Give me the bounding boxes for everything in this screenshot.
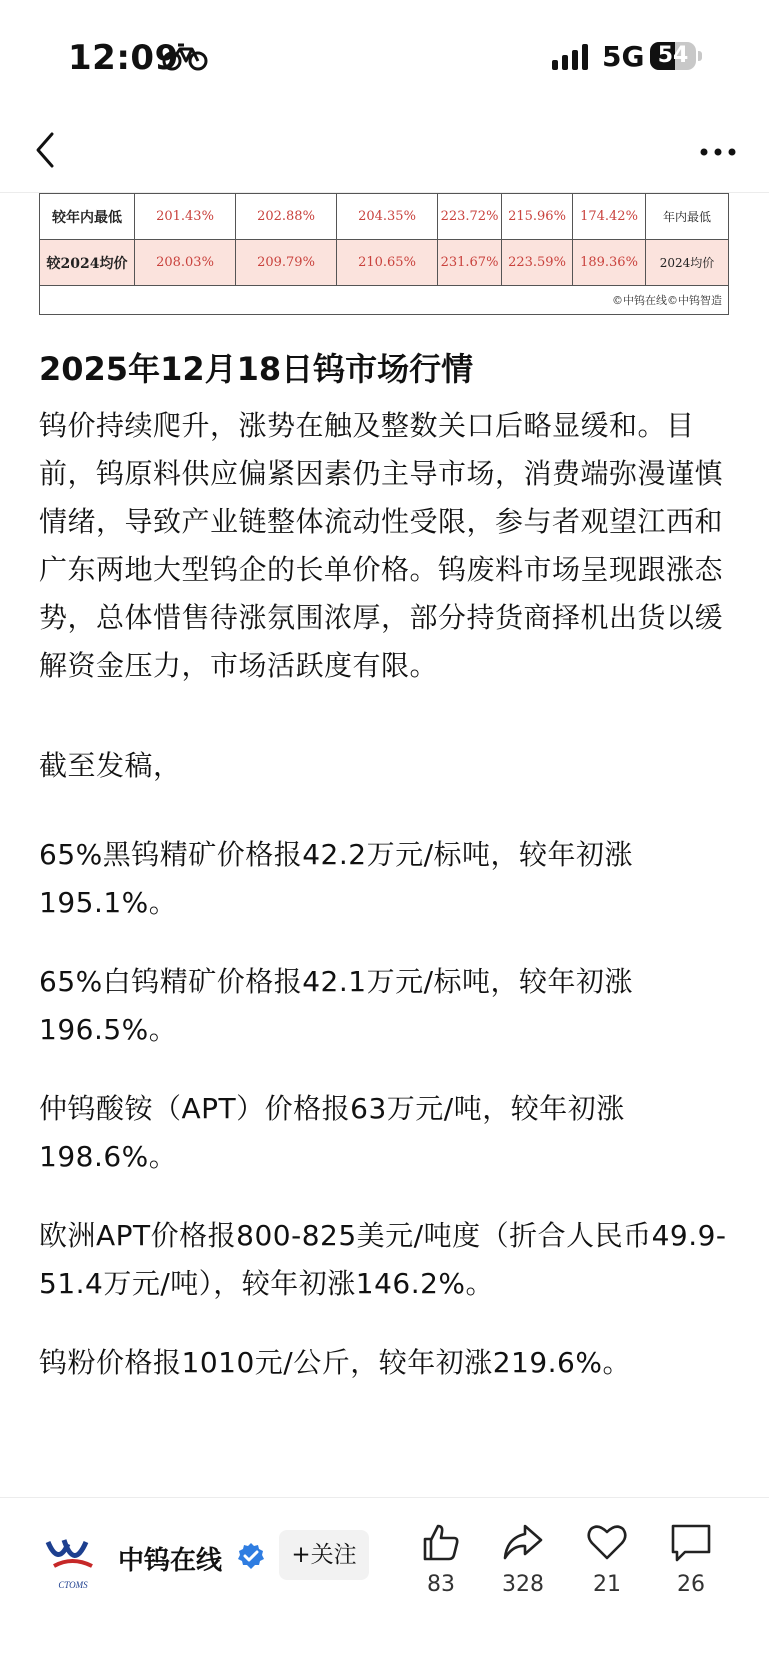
status-time: 12:09 (68, 38, 179, 78)
table-source: ©中钨在线©中钨智造 (40, 286, 729, 315)
table-cell: 231.67% (438, 240, 502, 286)
article-paragraph: 钨粉价格报1010元/公斤，较年初涨219.6%。 (39, 1346, 631, 1379)
article-paragraph: 钨价持续爬升，涨势在触及整数关口后略显缓和。目前，钨原料供应偏紧因素仍主导市场，消费端弥漫谨慎情绪，导致产业链整体流动性受限，参与者观望江西和广东两地大型钨企的长单价格。钨废料市场呈现跟涨态势，总体惜售待涨氛围浓厚，部分持货商择机出货以缓解资金压力，市场活跃度有限。 (39, 409, 724, 682)
table-cell: 209.79% (236, 240, 337, 286)
share-arrow-icon (501, 1520, 545, 1564)
table-cell: 202.88% (236, 194, 337, 240)
table-cell: 189.36% (573, 240, 646, 286)
table-cell: 223.59% (502, 240, 573, 286)
back-arrow-icon[interactable] (28, 128, 68, 172)
bicycle-icon (162, 40, 208, 72)
comment-bubble-icon (669, 1520, 713, 1564)
comment-button[interactable] (656, 1520, 726, 1597)
follow-button[interactable]: +关注 (279, 1530, 369, 1580)
article-paragraph: 仲钨酸铵（APT）价格报63万元/吨，较年初涨198.6%。 (39, 1092, 625, 1173)
article-paragraph: 截至发稿， (39, 749, 182, 782)
signal-icon (552, 44, 592, 70)
row-header: 较年内最低 (40, 194, 135, 240)
table-cell: 223.72% (438, 194, 502, 240)
table-cell-note: 2024均价 (646, 240, 729, 286)
price-table (39, 193, 729, 315)
table-cell: 174.42% (573, 194, 646, 240)
more-options-icon[interactable] (696, 134, 740, 170)
thumbs-up-icon (419, 1520, 463, 1564)
like-button[interactable] (406, 1520, 476, 1597)
battery-icon (650, 42, 702, 70)
article-title: 2025年12月18日钨市场行情 (39, 350, 474, 388)
row-header: 较2024均价 (40, 240, 135, 286)
share-count: 328 (502, 1572, 544, 1597)
table-row (40, 194, 729, 240)
network-label: 5G (602, 40, 645, 73)
table-cell: 208.03% (135, 240, 236, 286)
author-logo[interactable] (44, 1536, 102, 1592)
nav-bar (0, 110, 769, 193)
table-cell: 215.96% (502, 194, 573, 240)
favorite-count: 21 (593, 1572, 621, 1597)
article-paragraph: 65%黑钨精矿价格报42.2万元/标吨，较年初涨195.1%。 (39, 838, 634, 919)
comment-count: 26 (677, 1572, 705, 1597)
article-paragraph: 65%白钨精矿价格报42.1万元/标吨，较年初涨196.5%。 (39, 965, 634, 1046)
table-cell-note: 年内最低 (646, 194, 729, 240)
author-name[interactable]: 中钨在线 (118, 1546, 223, 1576)
status-bar (0, 0, 769, 110)
table-cell: 210.65% (337, 240, 438, 286)
heart-icon (585, 1520, 629, 1564)
like-count: 83 (427, 1572, 455, 1597)
table-source-row (40, 286, 729, 315)
table-cell: 204.35% (337, 194, 438, 240)
share-button[interactable] (488, 1520, 558, 1597)
svg-text:CTOMS: CTOMS (58, 1580, 88, 1590)
battery-level: 54 (657, 43, 689, 68)
table-cell: 201.43% (135, 194, 236, 240)
verified-badge-icon (237, 1542, 265, 1570)
table-row (40, 240, 729, 286)
article-paragraph: 欧洲APT价格报800-825美元/吨度（折合人民币49.9-51.4万元/吨），较年初涨146.2%。 (39, 1219, 727, 1300)
bottom-bar (0, 1497, 769, 1666)
favorite-button[interactable] (572, 1520, 642, 1597)
